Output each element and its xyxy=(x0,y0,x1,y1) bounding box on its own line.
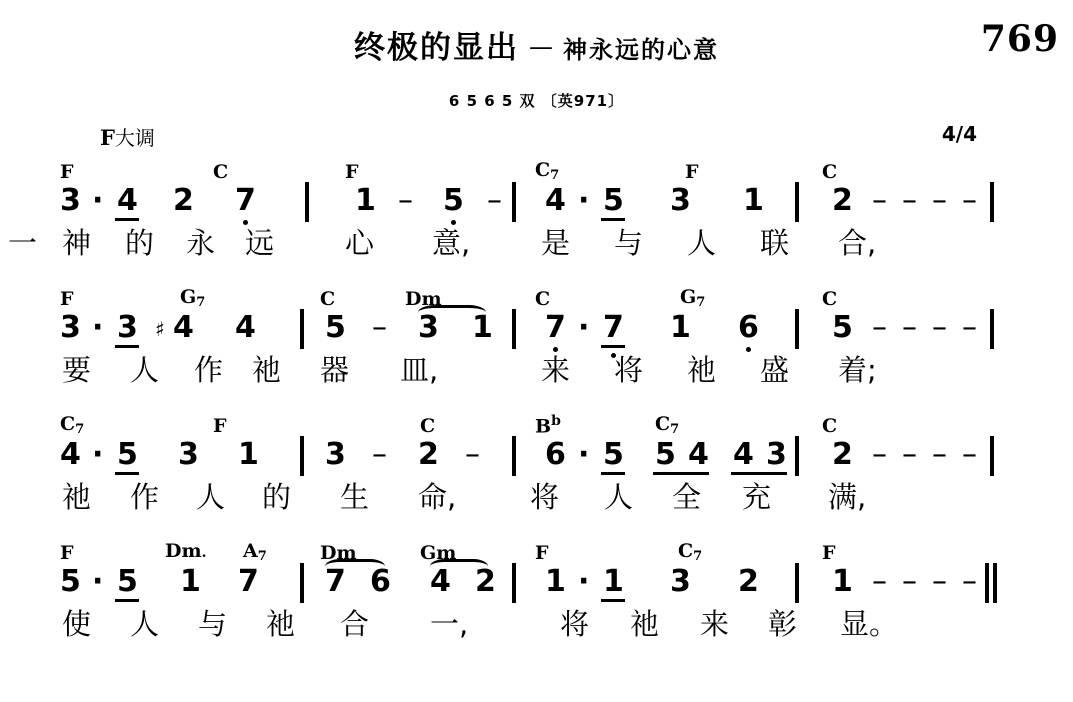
chord-symbol: F xyxy=(345,161,359,183)
lyric-syllable: 祂 xyxy=(687,353,717,387)
lyric-syllable: 一 xyxy=(8,226,38,260)
lyric-syllable: 联 xyxy=(760,226,790,260)
note: 3 xyxy=(60,183,81,218)
chord-symbol: $B^b$ xyxy=(535,412,561,437)
music-system xyxy=(0,287,1073,414)
note-row xyxy=(0,309,1073,355)
note: 4 xyxy=(545,183,566,218)
note: 7 xyxy=(235,183,256,218)
barline xyxy=(512,182,516,222)
beam-underline xyxy=(601,218,625,221)
sustain-dash: – xyxy=(932,183,947,218)
sustain-dash: – xyxy=(902,564,917,599)
sharp-accidental: ♯ xyxy=(155,317,165,341)
barline xyxy=(512,563,516,603)
chord-symbol: C xyxy=(320,288,336,310)
beam-underline xyxy=(731,472,787,475)
lyric-row xyxy=(0,355,1073,403)
sustain-dash: – xyxy=(372,310,387,345)
note: 6 xyxy=(370,564,391,599)
note: 5 xyxy=(325,310,346,345)
beam-underline xyxy=(601,472,625,475)
sustain-dash: – xyxy=(902,310,917,345)
lyric-syllable: 心 xyxy=(345,226,375,260)
sustain-dash: – xyxy=(872,564,887,599)
beam-underline xyxy=(601,345,625,348)
dot-rhythm: · xyxy=(578,183,590,218)
tie-slur xyxy=(430,559,488,574)
chord-symbol: C xyxy=(822,415,838,437)
chord-row xyxy=(0,414,1073,436)
music-system xyxy=(0,160,1073,287)
note: 3 xyxy=(670,564,691,599)
time-signature: 4/4 xyxy=(941,122,977,146)
note: 4 xyxy=(117,183,138,218)
lyric-syllable: 人 xyxy=(130,353,160,387)
chord-symbol: $C_7$ xyxy=(678,540,703,564)
chord-symbol: $G_7$ xyxy=(180,286,206,310)
note-row xyxy=(0,182,1073,228)
note: 3 xyxy=(60,310,81,345)
lyric-syllable: 器 xyxy=(320,353,350,387)
chord-symbol: $A_7$ xyxy=(243,540,267,564)
lyric-syllable: 全 xyxy=(672,480,702,514)
lyric-syllable: 要 xyxy=(62,353,92,387)
lyric-syllable: 来 xyxy=(541,353,571,387)
page-title: 终极的显出 xyxy=(354,30,519,66)
note: 7 xyxy=(603,310,624,345)
barline xyxy=(795,563,799,603)
lyric-syllable: 人 xyxy=(196,480,226,514)
note: 1 xyxy=(743,183,764,218)
note: 4 xyxy=(60,437,81,472)
chord-symbol: F xyxy=(213,415,227,437)
lyric-syllable: 生 xyxy=(340,480,370,514)
barline xyxy=(795,436,799,476)
beam-underline xyxy=(653,472,709,475)
meter-row xyxy=(0,90,1073,111)
barline xyxy=(990,309,994,349)
note: 7 xyxy=(545,310,566,345)
note: 5 xyxy=(117,437,138,472)
sustain-dash: – xyxy=(487,183,502,218)
beam-underline xyxy=(115,345,139,348)
note: 4 xyxy=(688,437,709,472)
dot-rhythm: · xyxy=(578,564,590,599)
dot-rhythm: · xyxy=(578,437,590,472)
barline xyxy=(990,182,994,222)
lyric-syllable: 祂 xyxy=(62,480,92,514)
lyric-syllable: 命, xyxy=(418,480,457,514)
chord-symbol: C xyxy=(535,288,551,310)
lyric-syllable: 意, xyxy=(432,226,471,260)
chord-symbol: $C_7$ xyxy=(535,159,560,183)
music-body xyxy=(0,160,1073,668)
sustain-dash: – xyxy=(465,437,480,472)
chord-symbol: Dm xyxy=(320,542,357,564)
chord-symbol: C xyxy=(420,415,436,437)
dot-rhythm: · xyxy=(92,437,104,472)
lyric-syllable: 人 xyxy=(604,480,634,514)
beam-underline xyxy=(115,218,139,221)
note: 2 xyxy=(738,564,759,599)
note: 1 xyxy=(180,564,201,599)
chord-symbol: C xyxy=(213,161,229,183)
lyric-syllable: 的 xyxy=(125,226,155,260)
meter-reference: 〔英971〕 xyxy=(541,92,625,110)
chord-symbol: $G_7$ xyxy=(680,286,706,310)
key-text: 大调 xyxy=(114,126,155,150)
title-dash: — xyxy=(529,33,553,61)
key-letter: F xyxy=(100,125,115,150)
chord-symbol: $C_7$ xyxy=(655,413,680,437)
dot-rhythm: · xyxy=(578,310,590,345)
chord-symbol: C xyxy=(822,161,838,183)
note: 3 xyxy=(670,183,691,218)
chord-symbol: C xyxy=(822,288,838,310)
sustain-dash: – xyxy=(872,183,887,218)
lyric-syllable: 远 xyxy=(245,226,275,260)
note: 7 xyxy=(238,564,259,599)
note: 1 xyxy=(355,183,376,218)
dot-rhythm: · xyxy=(92,183,104,218)
lyric-syllable: 的 xyxy=(262,480,292,514)
barline xyxy=(300,309,304,349)
lyric-syllable: 将 xyxy=(614,353,644,387)
note: 5 xyxy=(60,564,81,599)
barline xyxy=(795,309,799,349)
note: 4 xyxy=(235,310,256,345)
lyric-syllable: 与 xyxy=(614,226,644,260)
key-signature xyxy=(100,122,155,151)
dot-rhythm: · xyxy=(92,310,104,345)
lyric-syllable: 是 xyxy=(541,226,571,260)
barline xyxy=(300,563,304,603)
lyric-syllable: 人 xyxy=(687,226,717,260)
chord-row xyxy=(0,160,1073,182)
barline xyxy=(305,182,309,222)
note: 3 xyxy=(325,437,346,472)
barline xyxy=(795,182,799,222)
note: 1 xyxy=(472,310,493,345)
lyric-syllable: 盛 xyxy=(760,353,790,387)
note: 4 xyxy=(173,310,194,345)
chord-symbol: F xyxy=(535,542,549,564)
page-subtitle: 神永远的心意 xyxy=(563,36,719,64)
lyric-syllable: 神 xyxy=(62,226,92,260)
lyric-syllable: 使 xyxy=(62,607,92,641)
barline xyxy=(990,436,994,476)
beam-underline xyxy=(601,599,625,602)
sustain-dash: – xyxy=(962,437,977,472)
note: 7 xyxy=(325,564,346,599)
note: 5 xyxy=(603,183,624,218)
note: 3 xyxy=(418,310,439,345)
chord-symbol: F xyxy=(60,542,74,564)
hymn-number: 769 xyxy=(980,18,1059,60)
lyric-syllable: 着; xyxy=(838,353,877,387)
lyric-syllable: 一, xyxy=(430,607,469,641)
note: 5 xyxy=(603,437,624,472)
note: 5 xyxy=(832,310,853,345)
lyric-syllable: 人 xyxy=(130,607,160,641)
sustain-dash: – xyxy=(902,183,917,218)
chord-symbol: Gm xyxy=(420,542,457,564)
beam-underline xyxy=(115,472,139,475)
sustain-dash: – xyxy=(932,437,947,472)
note: 2 xyxy=(832,183,853,218)
note: 4 xyxy=(733,437,754,472)
barline xyxy=(512,436,516,476)
chord-symbol: Dm xyxy=(405,288,442,310)
note: 1 xyxy=(545,564,566,599)
octave-low-dot xyxy=(243,220,248,225)
lyric-syllable: 满, xyxy=(828,480,867,514)
note: 1 xyxy=(670,310,691,345)
beam-underline xyxy=(115,599,139,602)
sustain-dash: – xyxy=(962,564,977,599)
lyric-syllable: 显。 xyxy=(840,607,899,641)
dot-rhythm: · xyxy=(92,564,104,599)
lyric-syllable: 充 xyxy=(742,480,772,514)
lyric-syllable: 与 xyxy=(198,607,228,641)
octave-low-dot xyxy=(553,347,558,352)
note-row xyxy=(0,436,1073,482)
lyric-syllable: 来 xyxy=(700,607,730,641)
lyric-row xyxy=(0,228,1073,276)
lyric-syllable: 将 xyxy=(560,607,590,641)
lyric-syllable: 祂 xyxy=(266,607,296,641)
lyric-syllable: 彰 xyxy=(768,607,798,641)
lyric-syllable: 皿, xyxy=(400,353,439,387)
chord-symbol: F xyxy=(60,288,74,310)
lyric-syllable: 合, xyxy=(838,226,877,260)
octave-low-dot xyxy=(451,220,456,225)
final-barline xyxy=(985,563,989,603)
sustain-dash: – xyxy=(902,437,917,472)
sustain-dash: – xyxy=(932,564,947,599)
note: 6 xyxy=(545,437,566,472)
note: 2 xyxy=(832,437,853,472)
sustain-dash: – xyxy=(962,310,977,345)
note: 6 xyxy=(738,310,759,345)
chord-row xyxy=(0,541,1073,563)
tie-slur xyxy=(325,559,385,574)
music-system xyxy=(0,414,1073,541)
sustain-dash: – xyxy=(962,183,977,218)
lyric-syllable: 永 xyxy=(186,226,216,260)
sustain-dash: – xyxy=(372,437,387,472)
barline xyxy=(300,436,304,476)
lyric-syllable: 作 xyxy=(194,353,224,387)
barline xyxy=(512,309,516,349)
note: 3 xyxy=(178,437,199,472)
note: 1 xyxy=(832,564,853,599)
chord-row xyxy=(0,287,1073,309)
note-row xyxy=(0,563,1073,609)
lyric-syllable: 作 xyxy=(130,480,160,514)
note: 2 xyxy=(173,183,194,218)
chord-symbol: F xyxy=(60,161,74,183)
note: 5 xyxy=(443,183,464,218)
title-row xyxy=(0,22,1073,67)
octave-low-dot xyxy=(746,347,751,352)
sustain-dash: – xyxy=(872,310,887,345)
lyric-syllable: 将 xyxy=(530,480,560,514)
note: 3 xyxy=(117,310,138,345)
note: 3 xyxy=(766,437,787,472)
tie-slur xyxy=(418,305,486,320)
chord-symbol: $C_7$ xyxy=(60,413,85,437)
sustain-dash: – xyxy=(932,310,947,345)
note: 1 xyxy=(603,564,624,599)
chord-symbol: Dm. xyxy=(165,540,207,562)
chord-symbol: F xyxy=(685,161,699,183)
note: 1 xyxy=(238,437,259,472)
music-system xyxy=(0,541,1073,668)
lyric-row xyxy=(0,609,1073,657)
meter-text: 6 5 6 5 双 xyxy=(448,92,536,110)
lyric-syllable: 合 xyxy=(340,607,370,641)
note: 4 xyxy=(430,564,451,599)
lyric-syllable: 祂 xyxy=(252,353,282,387)
chord-symbol: F xyxy=(822,542,836,564)
note: 5 xyxy=(655,437,676,472)
lyric-row xyxy=(0,482,1073,530)
note: 2 xyxy=(475,564,496,599)
note: 5 xyxy=(117,564,138,599)
sustain-dash: – xyxy=(872,437,887,472)
note: 2 xyxy=(418,437,439,472)
sustain-dash: – xyxy=(398,183,413,218)
lyric-syllable: 祂 xyxy=(630,607,660,641)
